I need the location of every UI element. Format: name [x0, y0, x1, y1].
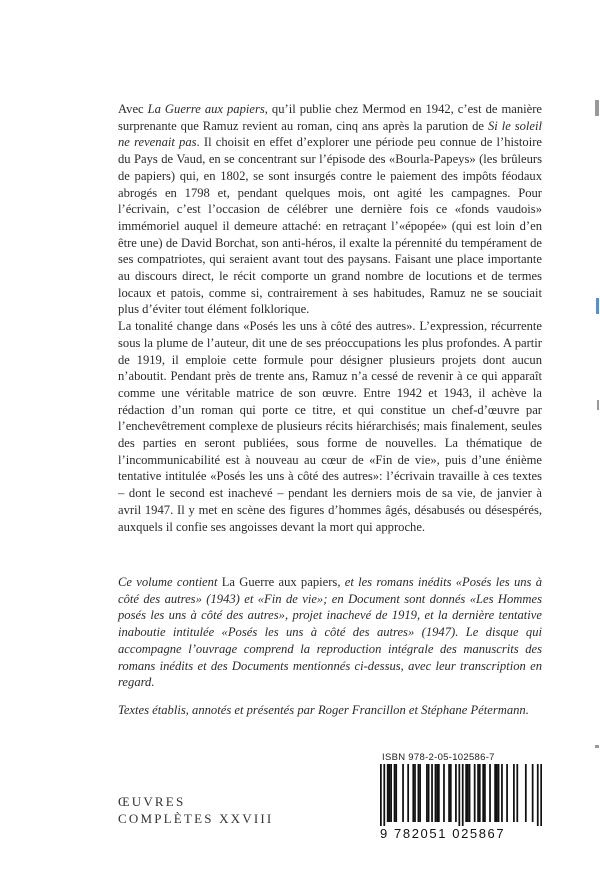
- barcode-bar: [465, 764, 467, 822]
- text-run: La Guerre aux papiers: [221, 575, 338, 589]
- barcode-bar: [435, 764, 437, 822]
- barcode-bars: [380, 764, 542, 826]
- series-line-1: ŒUVRES: [118, 794, 186, 809]
- edge-mark: [597, 400, 599, 410]
- edge-mark: [595, 745, 599, 748]
- barcode-bar: [467, 764, 469, 822]
- barcode-bar: [431, 764, 433, 822]
- barcode-bar: [426, 764, 428, 822]
- barcode-bar: [506, 764, 508, 822]
- barcode-bar: [407, 764, 409, 822]
- text-run: . Il choisit en effet d’explorer une période peu connue de l’histoire du Pays de Vaud, en se concentrant sur l’épisode des «Bourla-Papeys» (les brûleurs de papiers) qui, en 1802, se sont insurgés contre le paiement des impôts féodaux abrogés en 1798 et, pendant quelques mois, ont agité les campagnes. Pour l’écrivain, c’est l’occasion de célébrer une dernière fois ce «fonds vaudois» immémoriel auquel il demeure attaché: en retraçant l’«épopée» (qui est loin d’en être une) de David Borchat, son anti-héros, il exalte la pérennité du tempérament de ses compatriotes, qui seraient avant tout des paysans. Faisant une place importante au discours direct, le récit comporte un grand nombre de locutions et de termes locaux et patois, comme si, contrairement à ses habitudes, Ramuz ne se souciait plus d’éviter tout élément folklorique.: [118, 135, 542, 317]
- isbn-label: ISBN 978-2-05-102586-7: [382, 752, 495, 763]
- barcode-bar: [428, 764, 430, 822]
- barcode-bar: [525, 764, 527, 822]
- text-run: Si le soleil ne revenait pas: [118, 118, 543, 150]
- series-line-2: COMPLÈTES XXVIII: [118, 811, 274, 826]
- barcode-bar: [494, 764, 496, 822]
- barcode-bar: [496, 764, 498, 822]
- paragraph-2: [118, 318, 542, 535]
- barcode-bar: [489, 764, 491, 822]
- barcode-bar: [383, 764, 385, 826]
- edge-mark: [596, 298, 599, 314]
- text-run: La Guerre aux papiers: [147, 102, 265, 116]
- barcode-bar: [448, 764, 450, 822]
- barcode-bar: [458, 764, 460, 826]
- barcode-bar: [540, 764, 542, 826]
- barcode-bar: [414, 764, 416, 822]
- barcode-bar: [479, 764, 481, 822]
- text-run: Avec: [118, 102, 148, 116]
- barcode-bar: [477, 764, 479, 822]
- barcode-bar: [419, 764, 421, 822]
- barcode-bar: [402, 764, 404, 822]
- barcode-bar: [474, 764, 476, 822]
- text-run: Ce volume contient: [118, 575, 222, 589]
- text-run: La tonalité change dans «Posés les uns à côté des autres». L’expression, récurrente sous la plume de l’auteur, dit une de ses préoccupations les plus profondes. A partir de 1919, il emploie cette formule pour désigner plusieurs projets dont aucun n’aboutit. Pendant près de trente ans, Ramuz n’a cessé de revenir à ce qui apparaît comme une véritable matrice de son œuvre. Entre 1942 et 1943, il achève la rédaction d’un roman qui porte ce titre, et qui constitue un chef-d’œuvre par l’enchevêtrement complexe de plusieurs récits hiérarchisés; mais finalement, seules des parties en seront publiées, sous forme de nouvelles. La thématique de l’incommunicabilité est à nouveau au cœur de «Fin de vie», puis d’une énième tentative intitulée «Posés les uns à côté des autres»: l’écrivain travaille à ces textes – dont le second est inachevé – pendant les derniers mois de sa vie, de janvier à avril 1947. Il y met en scène des figures d’hommes âgés, désabusés ou désespérés, auxquels il confie ses angoisses devant la mort qui approche.: [118, 319, 542, 534]
- barcode-bar: [498, 764, 500, 822]
- barcode-bar: [443, 764, 445, 822]
- edge-mark: [595, 100, 599, 116]
- barcode-bar: [482, 764, 484, 822]
- isbn-barcode: [378, 752, 544, 844]
- ean-digits: 9 782051 025867: [380, 826, 506, 841]
- barcode-bar: [394, 764, 396, 822]
- barcode-bar: [484, 764, 486, 822]
- text-run: , qu’il publie chez Mermod en 1942, c’est de manière surprenante que Ramuz revient au roman, cinq ans après la parution de: [118, 102, 543, 133]
- barcode-bar: [390, 764, 392, 822]
- barcode-bar: [387, 764, 389, 822]
- barcode-bar: [532, 764, 534, 822]
- barcode-bar: [436, 764, 438, 822]
- barcode-bar: [389, 764, 391, 822]
- text-run: , et les romans inédits «Posés les uns à côté des autres» (1943) et «Fin de vie»; en Document sont donnés «Les Hommes posés les uns à côté des autres», projet inachevé de 1919, et la dernière tentative inaboutie intitulée «Posés les uns à côté des autres» (1947). Le disque qui accompagne l’ouvrage comprend la reproduction intégrale des manuscrits des romans inédits et des Documents mentionnés ci-dessus, avec leur transcription en regard.: [118, 575, 542, 690]
- barcode-bar: [455, 764, 457, 822]
- barcode-bar: [537, 764, 539, 826]
- barcode-bar: [450, 764, 452, 822]
- series-title: [118, 793, 273, 827]
- barcode-bar: [469, 764, 471, 822]
- paragraph-1: [118, 101, 542, 318]
- barcode-bar: [418, 764, 420, 822]
- barcode-bar: [380, 764, 382, 826]
- barcode-bar: [516, 764, 518, 822]
- barcode-bar: [412, 764, 414, 822]
- barcode-bar: [513, 764, 515, 822]
- volume-contents-summary: [118, 574, 542, 691]
- barcode-bar: [395, 764, 397, 822]
- barcode-bar: [462, 764, 464, 826]
- barcode-bar: [501, 764, 503, 822]
- barcode-bar: [438, 764, 440, 822]
- editors-credits: Textes établis, annotés et présentés par Roger Francillon et Stéphane Pétermann.: [118, 703, 529, 717]
- main-text: [118, 101, 542, 535]
